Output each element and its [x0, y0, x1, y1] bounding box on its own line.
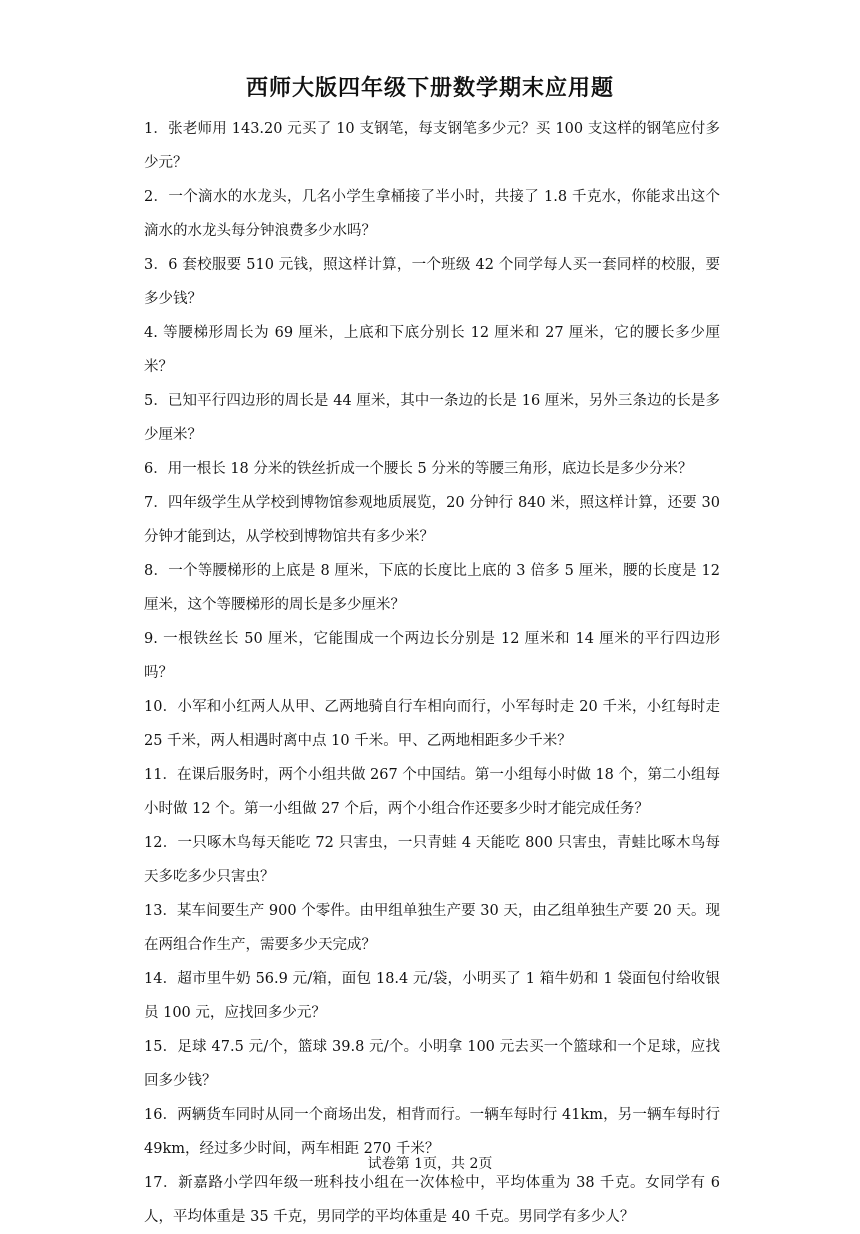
question-item: 6．用一根长 18 分米的铁丝折成一个腰长 5 分米的等腰三角形，底边长是多少分米？	[144, 461, 693, 477]
question-item: 14．超市里牛奶 56.9 元/箱，面包 18.4 元/袋，小明买了 1 箱牛奶和 1 袋面包付给收银员 100 元，应找回多少元？	[144, 971, 720, 1021]
question-item: 12．一只啄木鸟每天能吃 72 只害虫，一只青蛙 4 天能吃 800 只害虫，青蛙比啄木鸟每天多吃多少只害虫？	[144, 835, 720, 885]
question-item: 15．足球 47.5 元/个，篮球 39.8 元/个。小明拿 100 元去买一个篮球和一个足球，应找回多少钱？	[144, 1039, 720, 1089]
question-item: 11．在课后服务时，两个小组共做 267 个中国结。第一小组每小时做 18 个，第二小组每小时做 12 个。第一小组做 27 个后，两个小组合作还要多少时才能完成任务？	[144, 767, 721, 817]
question-item: 7．四年级学生从学校到博物馆参观地质展览，20 分钟行 840 米，照这样计算，还要 30 分钟才能到达，从学校到博物馆共有多少米？	[144, 495, 720, 545]
question-item: 8．一个等腰梯形的上底是 8 厘米，下底的长度比上底的 3 倍多 5 厘米，腰的长度是 12 厘米，这个等腰梯形的周长是多少厘米？	[144, 563, 720, 613]
question-item: 3．6 套校服要 510 元钱，照这样计算，一个班级 42 个同学每人买一套同样的校服，要多少钱？	[144, 257, 720, 307]
question-list	[144, 112, 720, 1234]
question-item: 4. 等腰梯形周长为 69 厘米，上底和下底分别长 12 厘米和 27 厘米，它的腰长多少厘米？	[144, 325, 720, 375]
question-item: 5．已知平行四边形的周长是 44 厘米，其中一条边的长是 16 厘米，另外三条边的长是多少厘米？	[144, 393, 720, 443]
question-item: 16．两辆货车同时从同一个商场出发，相背而行。一辆车每时行 41km，另一辆车每时行 49km，经过多少时间，两车相距 270 千米？	[144, 1107, 720, 1157]
question-item: 13．某车间要生产 900 个零件。由甲组单独生产要 30 天，由乙组单独生产要 20 天。现在两组合作生产，需要多少天完成？	[144, 903, 720, 953]
question-item: 1．张老师用 143.20 元买了 10 支钢笔，每支钢笔多少元？买 100 支这样的钢笔应付多少元？	[144, 121, 720, 171]
question-item: 9. 一根铁丝长 50 厘米，它能围成一个两边长分别是 12 厘米和 14 厘米的平行四边形吗？	[144, 631, 720, 681]
page-footer: 试卷第 1页，共 2页	[367, 1156, 493, 1172]
question-item: 17．新嘉路小学四年级一班科技小组在一次体检中，平均体重为 38 千克。女同学有 6 人，平均体重是 35 千克，男同学的平均体重是 40 千克。男同学有多少人？	[144, 1175, 720, 1225]
question-item: 10．小军和小红两人从甲、乙两地骑自行车相向而行，小军每时走 20 千米，小红每时走 25 千米，两人相遇时离中点 10 千米。甲、乙两地相距多少千米？	[144, 699, 720, 749]
page-title: 西师大版四年级下册数学期末应用题	[245, 76, 614, 101]
question-item: 2．一个滴水的水龙头，几名小学生拿桶接了半小时，共接了 1.8 千克水，你能求出这个滴水的水龙头每分钟浪费多少水吗？	[144, 189, 720, 239]
